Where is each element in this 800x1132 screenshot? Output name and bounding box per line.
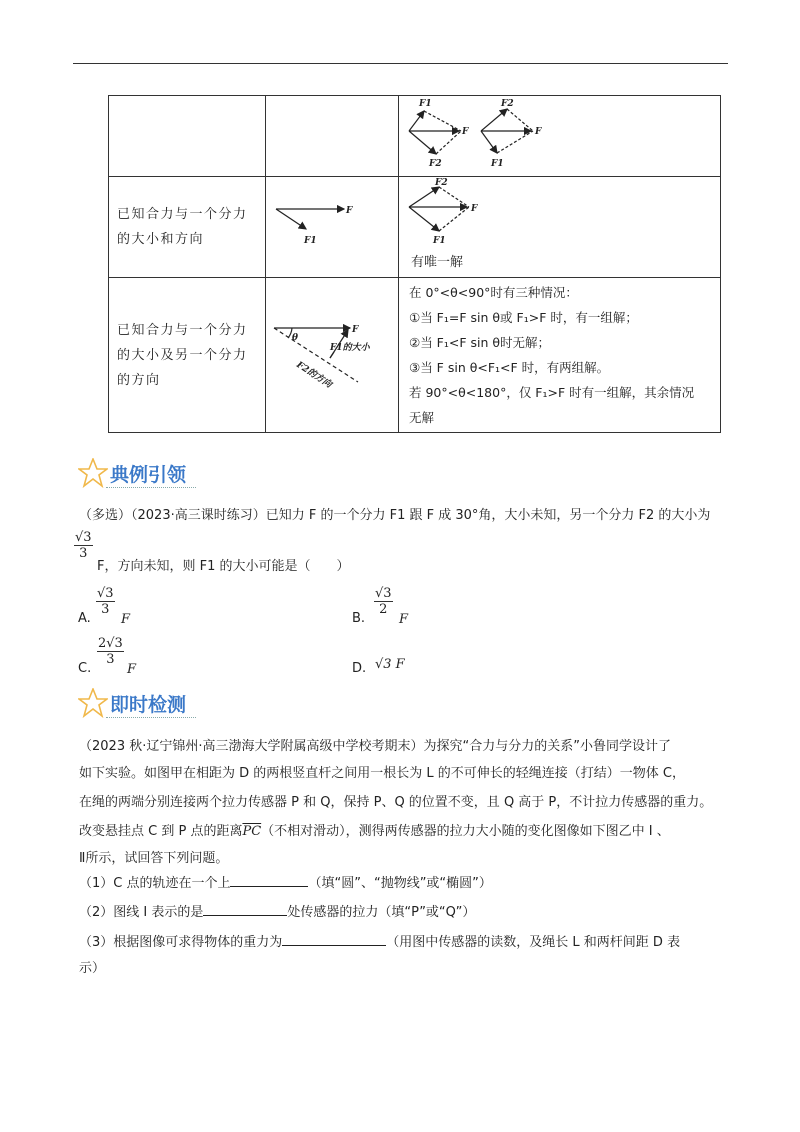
option-c-tail: F: [127, 662, 137, 677]
label-F2: F2: [429, 159, 442, 169]
question-stem: （多选）（2023·高三课时练习）已知力 F 的一个分力 F1 跟 F 成 30°角，大小未知，另一个分力 F2 的大小为: [79, 508, 711, 523]
table-cell: [266, 96, 399, 177]
section-underline: [106, 487, 196, 488]
label-F1: F1: [491, 159, 504, 169]
fraction-denominator: 3: [79, 546, 88, 561]
fraction-numerator: √3: [375, 586, 392, 601]
star-icon: [78, 458, 108, 488]
label-f1-size: F1的大小: [330, 343, 370, 353]
case-line: ①当 F₁=F sin θ或 F₁>F 时，有一组解；: [409, 310, 638, 325]
label-F: F: [462, 127, 469, 137]
fraction-numerator: √3: [75, 530, 92, 545]
table-row: [109, 278, 721, 433]
option-a-tail: F: [121, 612, 131, 627]
label-F1: F1: [433, 236, 446, 246]
direction-diagram: [266, 278, 398, 432]
label-F2: F2: [501, 99, 514, 109]
question-text: （1）C 点的轨迹在一个上: [79, 876, 231, 891]
answer-blank-1[interactable]: [230, 873, 308, 887]
question-text: 处传感器的拉力（填“P”或“Q”）: [287, 905, 476, 920]
option-c-label[interactable]: C.: [78, 661, 92, 676]
table-cell: [399, 177, 721, 278]
header-rule: [73, 63, 728, 64]
question-stem: F，方向未知，则 F1 的大小可能是（ ）: [97, 559, 350, 574]
fraction-numerator: √3: [97, 586, 114, 601]
fraction-denominator: 3: [106, 652, 115, 667]
given-force-diagram: [266, 177, 398, 277]
section-underline: [106, 717, 196, 718]
two-solutions-diagram: [399, 96, 704, 176]
table-cell: [266, 177, 399, 278]
table-cell: [266, 278, 399, 433]
option-d-label[interactable]: D.: [352, 661, 367, 676]
option-a-fraction[interactable]: [96, 586, 115, 617]
option-a-label[interactable]: A.: [78, 611, 91, 626]
label-f2-direction: F2的方向: [294, 360, 334, 391]
fraction-denominator: 3: [101, 602, 110, 617]
case-line: 若 90°<θ<180°，仅 F₁>F 时有一组解，其余情况: [409, 385, 695, 400]
label-F: F: [352, 325, 359, 335]
unique-solution-text: 有唯一解: [411, 255, 464, 270]
cases-cell: [399, 278, 721, 433]
question-text: （3）根据图像可求得物体的重力为: [79, 935, 283, 950]
table-row: [109, 177, 721, 278]
label-F1: F1: [419, 99, 432, 109]
section-title: 即时检测: [110, 693, 187, 716]
star-icon: [78, 688, 108, 718]
problem-text-part: （不相对滑动），测得两传感器的拉力大小随的变化图像如下图乙中 Ⅰ 、: [261, 824, 670, 839]
table-row: [109, 96, 721, 177]
test-heading: [78, 688, 186, 718]
answer-blank-3[interactable]: [282, 932, 386, 946]
question-text: （用图中传感器的读数，及绳长 L 和两杆间距 D 表: [386, 935, 681, 950]
condition-cell: 已知合力与一个分力的大小及另一个分力的方向: [109, 278, 266, 433]
label-F: F: [471, 204, 478, 214]
table-cell: [399, 96, 721, 177]
problem-text: 在绳的两端分别连接两个拉力传感器 P 和 Q，保持 P、Q 的位置不变，且 Q 高于 P，不计拉力传感器的重力。: [79, 795, 713, 810]
problem-text: [79, 820, 670, 839]
question-text: （填“圆”、“抛物线”或“椭圆”）: [308, 876, 492, 891]
label-F2: F2: [435, 178, 448, 188]
option-b-fraction[interactable]: [374, 586, 393, 617]
problem-text: 如下实验。如图甲在相距为 D 的两根竖直杆之间用一根长为 L 的不可伸长的轻绳连接（打结）一物体 C，: [79, 766, 685, 781]
section-title: 典例引领: [110, 463, 187, 486]
example-heading: [78, 458, 186, 488]
label-theta: θ: [292, 333, 299, 343]
option-c-fraction[interactable]: [97, 636, 124, 667]
stem-fraction: [74, 530, 93, 561]
condition-cell: 已知合力与一个分力的大小和方向: [109, 177, 266, 278]
answer-blank-2[interactable]: [203, 902, 287, 916]
label-F1: F1: [304, 236, 317, 246]
label-F: F: [535, 127, 542, 137]
label-F: F: [346, 206, 353, 216]
unique-solution-diagram: [399, 177, 704, 249]
question-3: [79, 931, 680, 950]
question-text: （2）图线 Ⅰ 表示的是: [79, 905, 204, 920]
case-line: 在 0°<θ<90°时有三种情况：: [409, 285, 578, 300]
option-b-label[interactable]: B.: [352, 611, 366, 626]
case-line: ②当 F₁<F sin θ时无解；: [409, 335, 551, 350]
problem-text: Ⅱ所示，试回答下列问题。: [79, 851, 229, 866]
option-d-value: √3 F: [375, 657, 405, 672]
problem-text: （2023 秋·辽宁锦州·高三渤海大学附属高级中学校考期末）为探究“合力与分力的关系”小鲁同学设计了: [79, 739, 671, 754]
problem-text-part: 改变悬挂点 C 到 P 点的距离: [79, 824, 243, 839]
case-line: ③当 F sin θ<F₁<F 时，有两组解。: [409, 360, 610, 375]
decomposition-table: [108, 95, 721, 433]
table-cell: [109, 96, 266, 177]
option-b-tail: F: [399, 612, 409, 627]
case-line: 无解: [409, 410, 435, 425]
fraction-numerator: 2√3: [98, 636, 123, 651]
question-2: [79, 901, 475, 920]
segment-pc: $\overline{PC}$: [242, 824, 262, 839]
question-3-cont: 示）: [79, 961, 106, 976]
fraction-denominator: 2: [379, 602, 388, 617]
question-1: [79, 872, 492, 891]
